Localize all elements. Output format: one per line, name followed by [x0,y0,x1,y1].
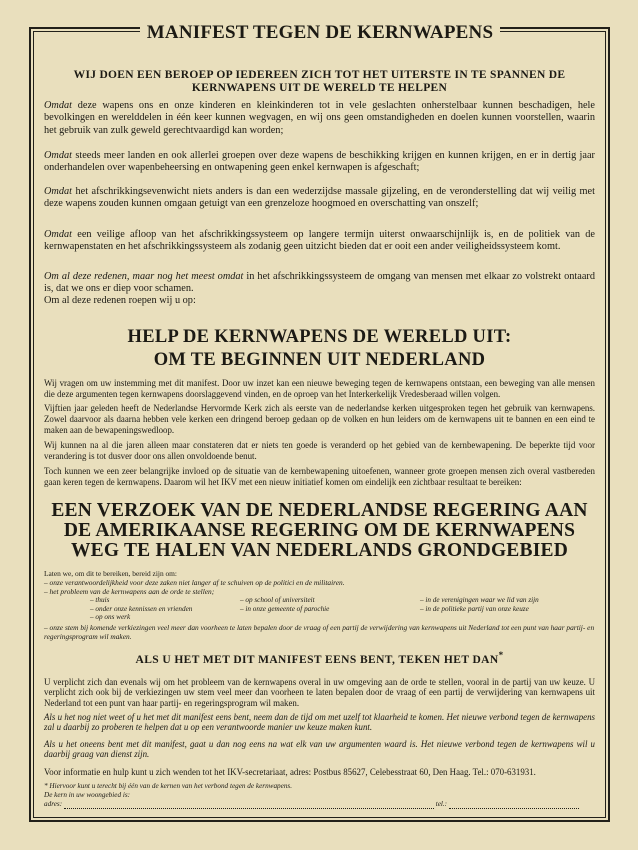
form-kern-label: De kern in uw woongebied is: [44,791,131,799]
place: – thuis [90,596,110,604]
headline-1: HELP DE KERNWAPENS DE WERELD UIT: [127,327,512,347]
final-consideration [44,271,595,296]
place: – op ons werk [90,613,131,622]
intro-paragraph-4: Toch kunnen we een zeer belangrijke invloed op de situatie van de kernbewapening uitoefenen, wanneer grote groepen mensen zich overal vastbereden gaan keren tegen de kernwapens. Daarom wil het IKV met een nieuw initiatief komen om eindelijk een zichtbaar resultaat te bereiken: [44,466,595,487]
headline-2: OM TE BEGINNEN UIT NEDERLAND [153,350,486,370]
place: – in de verenigingen waar we lid van zijn [420,596,539,604]
consideration-4 [44,229,595,254]
places-row [90,605,590,614]
intro-paragraph-3: Wij kunnen na al die jaren alleen maar constateren dat er niets ten goede is veranderd op het gebied van de kernbewapening. De beperkte tijd voor verandering is tot dusver door ons allen onvoldoende benut. [44,440,595,461]
consideration-1 [44,100,595,137]
consideration-2 [44,150,595,175]
place: – in de politieke partij van onze keuze [420,604,529,613]
place [420,613,590,622]
closing-paragraph: U verplicht zich dan evenals wij om het probleem van de kernwapens overal in uw omgeving aan de orde te stellen, vooral in de partij van uw keuze. U verplicht zich ook bij de verkiezingen uw stem veel meer dan voorheen te laten bepalen door de vraag of een partij de verwijdering van kernwapens uit Nederland tot een punt van haar partij- en regeringsprogram wil maken. [44,677,595,708]
final-consideration-italic: Om al deze redenen, maar nog het meest omdat [44,271,244,282]
consideration-text: deze wapens ons en onze kinderen en kleinkinderen tot in vele geslachten onherstelbaar kunnen beschadigen, hele bevolkingen en werelddelen in één keer kunnen wegvagen, en wij ons geen omstandigheden en doelen kunnen voorstellen, waarin het gebruik van zulk geweld gerechtvaardigd kan worden; [44,100,595,136]
consideration-3 [44,186,595,211]
places-row [90,613,590,622]
footnote: * Hiervoor kunt u terecht bij één van de kernen van het verbond tegen de kernwapens. [44,782,293,790]
tel-field[interactable] [449,808,579,809]
page-title: MANIFEST TEGEN DE KERNWAPENS [140,22,500,44]
info-text: Voor informatie en hulp kunt u zich wenden tot het IKV-secretariaat, adres: Postbus 85627, Celebesstraat 60, Den Haag. Tel.: 070-631931. [44,767,536,777]
form-adres-label: adres: [44,800,63,808]
intro-paragraph-2: Vijftien jaar geleden heeft de Nederlandse Hervormde Kerk zich als eerste van de nederlandse kerken uitgesproken tegen het gebruik van kernwapens. Zowel daarvoor als daarna hebben vele kerken een dringend beroep gedaan op de volken en hun leiders om de kernwapens uit te bannen en een eind te maken aan de bewapeningswedloop. [44,403,595,435]
final-consideration-rest: in het afschrikkingssysteem de omgang van mensen met elkaar zo volstrekt ontaard is, dat we ons er diep voor schamen. [44,271,595,295]
sign-heading [44,650,595,666]
consideration-text: het afschrikkingsevenwicht niets anders is dan een wederzijdse massale gijzeling, en de veronderstelling dat wij veilig met deze wapens zouden kunnen omgaan getuigt van een grenzeloze hoogmoed en overschatting van onszelf; [44,186,595,210]
italic-paragraph-2: Als u het oneens bent met dit manifest, gaat u dan nog eens na wat elk van uw argumenten waard is. Het nieuwe verbond tegen de kernwapens wil u daarbij graag van dienst zijn. [44,739,595,760]
subtitle: WIJ DOEN EEN BEROEP OP IEDEREEN ZICH TOT HET UITERSTE IN TE SPANNEN DE KERNWAPENS UIT DE WERELD TE HELPEN [73,69,566,94]
places-list [90,596,590,622]
consideration-text: steeds meer landen en ook allerlei groepen over deze wapens de beschikking krijgen en kunnen krijgen, en er in dertig jaar onderhandelen over wapenbeheersing en ontwapening geen enkel kernwapen is afgeschaft; [44,150,595,174]
call-text: Om al deze redenen roepen wij u op: [44,295,196,306]
vote-step: – onze stem bij komende verkiezingen veel meer dan voorheen te laten bepalen door de vraag of een partij de verwijdering van kernwapens uit Nederland tot een punt van haar partij- en regeringsprogram wil maken. [44,623,595,642]
intro-paragraph-1: Wij vragen om uw instemming met dit manifest. Door uw inzet kan een nieuwe beweging tegen de kernwapens ontstaan, een beweging van alle mensen die deze argumenten tegen kernwapens doorslaggevend vinden, en de oproep van het Interkerkelijk Vredesberaad willen volgen. [44,378,595,399]
step-2: – het probleem van de kernwapens aan de orde te stellen; [44,587,215,596]
form-tel-label: tel.: [435,800,448,808]
italic-paragraph-1: Als u het nog niet weet of u het met dit manifest eens bent, neem dan de tijd om met uzelf tot klaarheid te komen. Het nieuwe verbond tegen de kernwapens zal u daarbij zo proberen te helpen dat u op een verantwoorde manier uw keuze maken kunt. [44,712,595,733]
omdat-label: Omdat [44,100,73,111]
steps-intro: Laten we, om dit te bereiken, bereid zijn om: [44,569,177,578]
place: – in onze gemeente of parochie [240,604,330,613]
big-request: EEN VERZOEK VAN DE NEDERLANDSE REGERING AAN DE AMERIKAANSE REGERING OM DE KERNWAPENS WEG TE HALEN VAN NEDERLANDS GRONDGEBIED [51,500,588,561]
omdat-label: Omdat [44,150,73,161]
places-row [90,596,590,605]
adres-field[interactable] [64,808,434,809]
omdat-label: Omdat [44,186,73,197]
sign-heading-text: ALS U HET MET DIT MANIFEST EENS BENT, TEKEN HET DAN [135,653,499,666]
form-address-row [44,800,595,809]
omdat-label: Omdat [44,229,73,240]
place: – onder onze kennissen en vrienden [90,604,193,613]
step-1: – onze verantwoordelijkheid voor deze zaken niet langer af te schuiven op de politici en de militairen. [44,578,345,587]
place: – op school of universiteit [240,596,315,604]
consideration-text: een veilige afloop van het afschrikkingssysteem op langere termijn uiterst onwaarschijnlijk is, en de politiek van de kernwapenstaten en het afschrikkingssysteem als zodanig geen uitzicht bieden dat er ooit een ander veiligheidssysteem komt. [44,229,595,253]
sign-heading-star: * [498,650,504,660]
place [240,613,420,622]
